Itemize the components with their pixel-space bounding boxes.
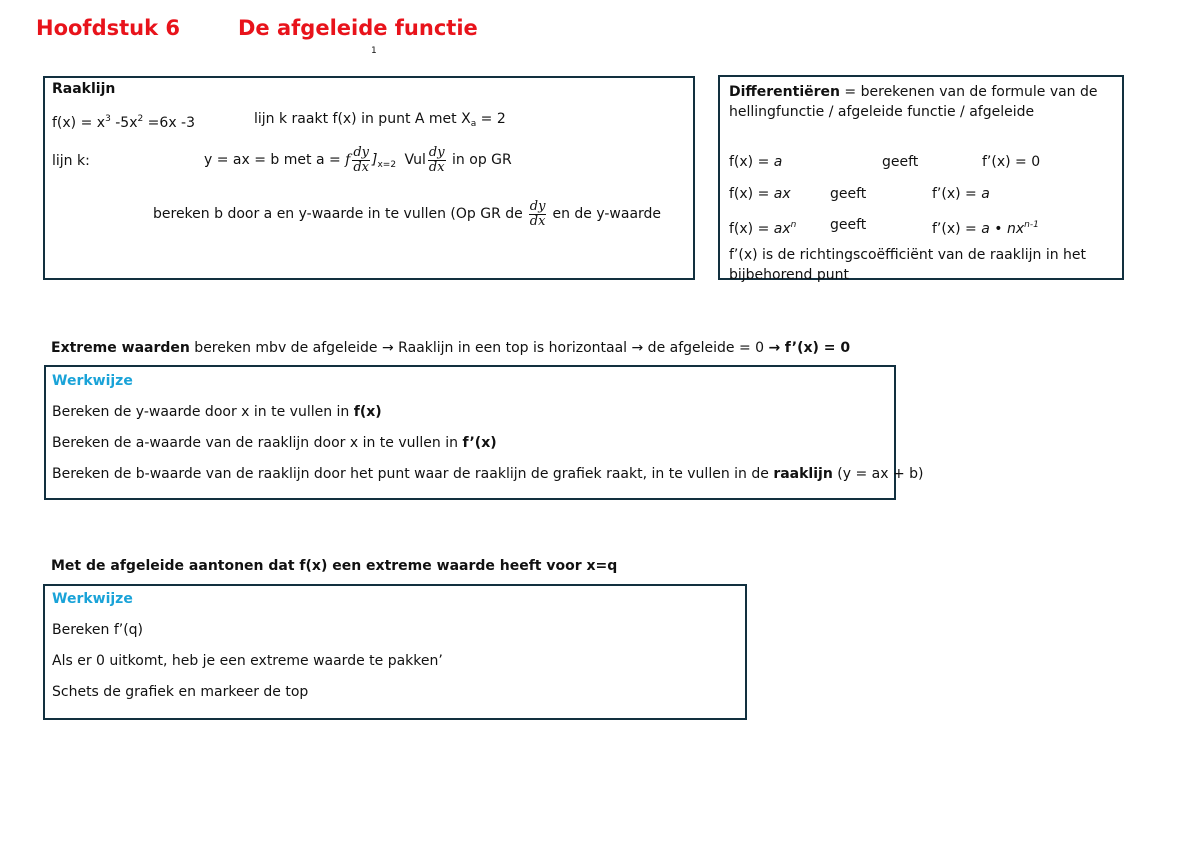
extreme-step-2-text: Bereken de a-waarde van de raaklijn door x in te vullen in — [52, 435, 463, 451]
aantonen-step-2: Als er 0 uitkomt, heb je een extreme waarde te pakken’ — [52, 653, 443, 669]
extreme-heading — [51, 339, 850, 357]
rule1-left — [729, 153, 782, 171]
bereken-b-text: bereken b door a en y-waarde in te vullen (Op GR de — [153, 206, 523, 222]
chapter-title: Hoofdstuk 6 — [36, 16, 180, 40]
extreme-step-3-bold: raaklijn — [773, 466, 833, 482]
aantonen-heading: Met de afgeleide aantonen dat f(x) een extreme waarde heeft voor x=q — [51, 558, 618, 574]
extreme-step-1-bold: f(x) — [353, 404, 382, 420]
dy-dx-fraction — [352, 146, 370, 175]
rule2-right-text: f’(x) = — [932, 186, 982, 202]
raakt-end: = 2 — [476, 111, 506, 127]
extreme-step-1-text: Bereken de y-waarde door x in te vullen in — [52, 404, 354, 420]
rule3-right-text: f’(x) = — [932, 221, 982, 237]
rule3-geeft: geeft — [830, 217, 867, 233]
page-mark: 1 — [371, 46, 377, 56]
rule3-left-text: f(x) = — [729, 221, 774, 237]
rule3-right-nx: nx — [1006, 221, 1025, 237]
extreme-step-3-end: (y = ax + b) — [832, 466, 924, 482]
dy-dx-fraction-3 — [529, 200, 547, 229]
raakt-sub: a — [470, 119, 477, 129]
rule2-right-var: a — [981, 186, 990, 202]
raaklijn-heading: Raaklijn — [52, 81, 116, 97]
aantonen-werkwijze-title: Werkwijze — [52, 591, 133, 607]
dx-den-2: dx — [428, 159, 445, 175]
dx-den: dx — [353, 159, 369, 175]
rule1-var: a — [773, 154, 783, 170]
extreme-mid1: Raaklijn in een top is horizontaal — [393, 340, 632, 356]
rule3-left — [729, 216, 796, 238]
raaklijn-function — [52, 110, 195, 132]
eval-sub: x=2 — [377, 160, 397, 170]
aantonen-step-1: Bereken f’(q) — [52, 622, 144, 638]
func-part: f(x) = x — [52, 115, 106, 131]
extreme-mid2: de afgeleide = 0 — [643, 340, 769, 356]
arrow-icon-3: → — [768, 340, 781, 356]
rule2-geeft: geeft — [830, 186, 867, 202]
func-end: =6x -3 — [143, 115, 196, 131]
extreme-step-3-text: Bereken de b-waarde van de raaklijn door het punt waar de raaklijn de grafiek raakt, in te vullen in de — [52, 466, 774, 482]
rule3-right-a: a — [981, 221, 990, 237]
extreme-result: f’(x) = 0 — [784, 340, 851, 356]
extreme-step-2-bold: f’(x) — [462, 435, 497, 451]
raakt-main: lijn k raakt f(x) in punt A met X — [254, 111, 471, 127]
dx-den-3: dx — [529, 213, 546, 229]
dy-num-2: dy — [428, 144, 445, 160]
rule1-right: f’(x) = 0 — [982, 154, 1041, 170]
rule2-var: ax — [773, 186, 791, 202]
eval-bracket: ] — [372, 152, 378, 168]
bereken-b-line — [153, 194, 661, 234]
aantonen-werkwijze-box — [43, 584, 747, 720]
func-exp2: 2 — [137, 114, 144, 124]
bereken-b-end: en de y-waarde — [552, 206, 662, 222]
extreme-step-2 — [52, 434, 497, 452]
dy-num: dy — [353, 144, 370, 160]
rule3-var: ax — [773, 221, 791, 237]
lijn-k-equation — [204, 140, 512, 185]
diff-heading — [729, 82, 1114, 122]
diff-heading-bold: Differentiëren — [729, 84, 840, 100]
dy-num-3: dy — [529, 198, 546, 214]
func-mid: -5x — [110, 115, 138, 131]
extreme-step-3 — [52, 465, 923, 483]
dy-dx-fraction-2 — [428, 146, 446, 175]
rule2-left-text: f(x) = — [729, 186, 774, 202]
rule3-right — [932, 216, 1039, 238]
aantonen-step-3: Schets de grafiek en markeer de top — [52, 684, 309, 700]
diff-note: f’(x) is de richtingscoëfficiënt van de raaklijn in het bijbehorend punt — [729, 247, 1087, 283]
arrow-icon: → — [381, 340, 394, 356]
diff-heading-rest: = berekenen van de formule van de hellingfunctie / afgeleide functie / afgeleide — [729, 84, 1098, 120]
rule1-geeft: geeft — [882, 154, 919, 170]
arrow-icon-2: → — [631, 340, 644, 356]
rule1-left-text: f(x) = — [729, 154, 774, 170]
func-exp1: 3 — [105, 114, 111, 124]
extreme-werkwijze-box — [44, 365, 924, 500]
lijn-k-eq-text: y = ax = b met a = — [204, 152, 346, 168]
rule3-exp: n — [790, 220, 797, 230]
lijn-k-label: lijn k: — [52, 153, 90, 169]
extreme-heading-bold: Extreme waarden — [51, 340, 190, 356]
extreme-werkwijze-title: Werkwijze — [52, 373, 133, 389]
rule2-right — [932, 185, 990, 203]
op-gr-text: in op GR — [452, 152, 512, 168]
rule3-right-exp: n-1 — [1024, 220, 1039, 230]
raaklijn-box — [43, 76, 695, 280]
vul-text: Vul — [404, 152, 426, 168]
rule2-left — [729, 185, 791, 203]
topic-title: De afgeleide functie — [238, 16, 478, 40]
rule3-dot: • — [989, 221, 1007, 237]
extreme-heading-rest: bereken mbv de afgeleide — [189, 340, 382, 356]
differentieren-box — [718, 75, 1124, 283]
raakt-text — [254, 110, 506, 133]
extreme-step-1 — [52, 403, 382, 421]
integral-f: f — [345, 152, 351, 168]
